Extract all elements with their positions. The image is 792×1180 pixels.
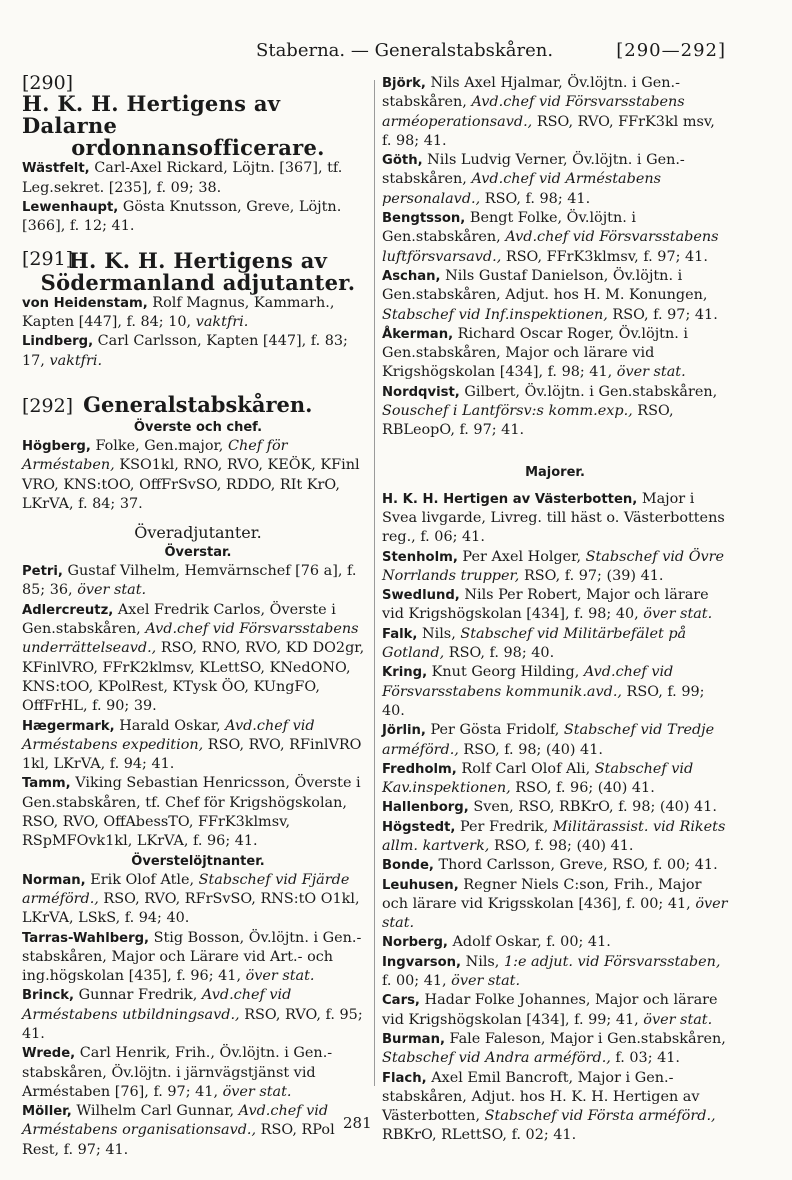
entry-italic: över stat.: [616, 364, 686, 381]
entry-name: Nordqvist,: [382, 384, 460, 400]
entry-text: Wilhelm Carl Gunnar,: [71, 1103, 239, 1120]
list-item: [22, 332, 374, 371]
entry-text: RSO, f. 98; (40) 41.: [489, 837, 634, 854]
entry-text: Nils Gustaf Danielson, Öv.löjtn. i Gen.stabskåren, Adjut. hos H. M. Konungen,: [382, 267, 708, 304]
entry-text: Nils,: [417, 625, 461, 642]
entry-text: RSO, RPol Rest, f. 97; 41.: [22, 1122, 335, 1158]
entry-name: Adlercreutz,: [22, 602, 114, 618]
entry-name: Möller,: [22, 1104, 72, 1120]
entry-text: RSO, f. 97; 41.: [607, 306, 718, 323]
entry-text: Gösta Knutsson, Greve, Löjtn. [366], f. 12; 41.: [22, 198, 342, 235]
entry-text: Carl Carlsson, Kapten [447], f. 83; 17,: [22, 333, 348, 369]
entry-italic: Chef för Arméstaben,: [22, 437, 288, 474]
list-item: [382, 760, 728, 799]
entry-text: Carl-Axel Rickard, Löjtn. [367], tf. Leg.sekret. [235], f. 09; 38.: [22, 160, 343, 196]
entry-italic: Avd.chef vid Försvarsstabens underrättelseavd.,: [22, 621, 359, 657]
entry-text: Rolf Magnus, Kammarh., Kapten [447], f. 84; 10,: [22, 294, 335, 331]
entry-name: Kring,: [382, 665, 428, 681]
entry-text: Per Gösta Fridolf,: [425, 722, 564, 739]
entry-text: Sven, RSO, RBKrO, f. 98; (40) 41.: [468, 799, 717, 816]
list-item: [22, 437, 374, 514]
section-range: [290—292]: [616, 40, 726, 61]
entry-name: Jörlin,: [382, 723, 426, 739]
entry-text: RSO, FFrK3klmsv, f. 97; 41.: [501, 248, 708, 265]
entry-text: Gilbert, Öv.löjtn. i Gen.stabskåren,: [459, 383, 718, 400]
list-item: [382, 325, 728, 383]
entry-italic: Stabschef vid Övre Norrlands trupper,: [382, 548, 725, 584]
entry-name: Hægermark,: [22, 718, 115, 734]
entry-italic: 1:e adjut. vid Försvarsstaben,: [503, 953, 721, 970]
entry-text: Richard Oscar Roger, Öv.löjtn. i Gen.stabskåren, Major och lärare vid Krigshögskolan [434], f. 98; 41,: [382, 325, 688, 381]
entry-text: Fale Faleson, Major i Gen.stabskåren,: [444, 1030, 726, 1047]
entry-text: Nils,: [461, 953, 504, 970]
entry-text: RSO, f. 98; 41.: [480, 190, 591, 207]
list-item: [382, 1069, 728, 1146]
entry-italic: över stat.: [222, 1083, 292, 1100]
list-item: [382, 856, 728, 875]
entry-name: Hallenborg,: [382, 800, 469, 816]
entry-name: Brinck,: [22, 988, 75, 1004]
list-item: [382, 209, 728, 267]
list-item: [22, 294, 374, 333]
list-item: [22, 1102, 374, 1160]
subheading: Överste och chef.: [133, 419, 263, 435]
entry-name: Björk,: [382, 76, 426, 91]
entry-name: Tarras-Wahlberg,: [22, 930, 150, 946]
subheading: Majorer.: [525, 464, 585, 480]
list-item: [382, 151, 728, 209]
entry-italic: över stat.: [245, 968, 315, 985]
entry-italic: Stabschef vid Inf.inspektionen,: [382, 306, 608, 323]
entry-text: Gunnar Fredrik,: [74, 987, 202, 1004]
entry-text: Nils Per Robert, Major och lärare vid Krigshögskolan [434], f. 98; 40,: [382, 587, 709, 623]
list-item: [382, 991, 728, 1030]
entry-text: Per Fredrik,: [455, 818, 553, 835]
list-item: [22, 986, 374, 1044]
section-number: [291]: [22, 248, 74, 271]
entry-italic: Stabschef vid Kav.inspektionen,: [382, 760, 694, 797]
entry-text: Per Axel Holger,: [457, 548, 586, 565]
list-item: [382, 625, 728, 664]
entry-name: Lindberg,: [22, 334, 94, 350]
list-item: [382, 663, 728, 721]
entry-text: KSO1kl, RNO, RVO, KEÖK, KFinl VRO, KNS:tOO, OffFrSvSO, RDDO, RIt KrO, LKrVA, f. 84; 37.: [22, 457, 360, 512]
list-item: [382, 490, 728, 548]
list-item: [382, 586, 728, 625]
entry-italic: Souschef i Lantförsv:s komm.exp.,: [382, 403, 633, 420]
entry-italic: Stabschef vid Fjärde arméförd.,: [22, 871, 350, 907]
entry-text: RBKrO, RLettSO, f. 02; 41.: [382, 1127, 577, 1144]
entry-text: Gustaf Vilhelm, Hemvärnschef [76 a], f. 85; 36,: [22, 563, 357, 599]
entry-name: Bengtsson,: [382, 211, 466, 227]
entry-name: Åkerman,: [382, 326, 454, 342]
entry-italic: Avd.chef vid Försvarsstabens kommunik.avd.,: [382, 664, 674, 700]
entry-text: RSO, RVO, RFrSvSO, RNS:tO O1kl, LKrVA, LSkS, f. 94; 40.: [22, 890, 360, 927]
list-item: [22, 601, 374, 717]
left-column: [22, 74, 374, 1160]
entry-italic: över stat.: [382, 895, 728, 932]
list-item: [382, 383, 728, 441]
entry-name: Göth,: [382, 153, 423, 169]
entry-text: RSO, f. 96; (40) 41.: [510, 780, 655, 797]
page-header: [0, 40, 792, 66]
section-title: H. K. H. Hertigens av: [68, 247, 328, 273]
entry-text: Stig Bosson, Öv.löjtn. i Gen.-stabskåren, Major och Lärare vid Art.- och ing.högskolan [435], f. 96; 41,: [22, 929, 362, 985]
entry-text: Rolf Carl Olof Ali,: [456, 760, 595, 777]
entry-text: RSO, RNO, RVO, KD DO2gr, KFinlVRO, FFrK2klmsv, KLettSO, KNedONO, KNS:tOO, KPolRest, KTysk ÖO, KUngFO, OffFrHL, f. 90; 39.: [22, 640, 365, 715]
entry-name: Cars,: [382, 993, 420, 1009]
entry-italic: Avd.chef vid Arméstabens personalavd.,: [382, 171, 662, 207]
list-item: [382, 933, 728, 952]
entry-text: f. 03; 41.: [610, 1050, 680, 1067]
entry-italic: Avd.chef vid Arméstabens utbildningsavd.,: [22, 987, 292, 1023]
entry-name: Tamm,: [22, 776, 71, 792]
subheading: Överstar.: [164, 545, 232, 561]
running-title: Staberna. — Generalstabskåren.: [256, 40, 554, 61]
list-item: [382, 876, 728, 934]
section-number: [290]: [22, 72, 74, 94]
entry-name: Norman,: [22, 872, 86, 888]
entry-text: RSO, RVO, RFinlVRO 1kl, LKrVA, f. 94; 41.: [22, 736, 362, 773]
entry-text: Major i Svea livgarde, Livreg. till häst o. Västerbottens reg., f. 06; 41.: [382, 490, 725, 546]
entry-name: H. K. H. Hertigen av Västerbotten,: [382, 491, 638, 507]
entry-italic: Militärassist. vid Rikets allm. kartverk,: [382, 818, 726, 854]
entry-text: Hadar Folke Johannes, Major och lärare vid Krigshögskolan [434], f. 99; 41,: [382, 992, 718, 1028]
entry-text: Adolf Oskar, f. 00; 41.: [447, 934, 611, 951]
entry-name: Swedlund,: [382, 588, 460, 604]
entry-text: Axel Emil Bancroft, Major i Gen.-stabskåren, Adjut. hos H. K. H. Hertigen av Västerbotten,: [382, 1069, 700, 1125]
entry-name: von Heidenstam,: [22, 295, 148, 311]
entry-text: Thord Carlsson, Greve, RSO, f. 00; 41.: [433, 857, 718, 874]
entry-text: f. 00; 41,: [382, 973, 452, 990]
list-item: [382, 267, 728, 325]
list-item: [382, 798, 728, 817]
entry-name: Aschan,: [382, 268, 441, 284]
list-item: [382, 548, 728, 587]
entry-text: RSO, RBLeopO, f. 97; 41.: [382, 403, 674, 439]
list-item: [22, 871, 374, 929]
entry-italic: vaktfri.: [49, 352, 103, 369]
entry-name: Flach,: [382, 1070, 427, 1086]
entry-italic: Avd.chef vid Arméstabens expedition,: [22, 717, 315, 753]
entry-name: Falk,: [382, 626, 418, 642]
entry-text: RSO, f. 98; 40.: [444, 645, 555, 662]
entry-name: Högberg,: [22, 438, 91, 454]
entry-text: RSO, f. 98; (40) 41.: [458, 741, 603, 758]
entry-italic: Stabschef vid Andra arméförd.,: [382, 1050, 611, 1067]
entry-name: Stenholm,: [382, 549, 458, 565]
entry-text: RSO, f. 97; (39) 41.: [519, 567, 664, 584]
entry-italic: Avd.chef vid Försvarsstabens arméoperationsavd.,: [382, 94, 685, 130]
entry-name: Bonde,: [382, 858, 434, 874]
entry-name: Norberg,: [382, 935, 448, 951]
entry-text: Carl Henrik, Frih., Öv.löjtn. i Gen.-stabskåren, Öv.löjtn. i järnvägstjänst vid Arméstaben [76], f. 97; 41,: [22, 1045, 333, 1100]
entry-name: Lewenhaupt,: [22, 199, 119, 215]
entry-text: RSO, f. 99; 40.: [382, 683, 705, 719]
entry-text: RSO, RVO, f. 95; 41.: [22, 1006, 363, 1042]
entry-text: Nils Axel Hjalmar, Öv.löjtn. i Gen.-stabskåren,: [382, 75, 680, 111]
entry-italic: Stabschef vid Militärbefälet på Gotland,: [382, 625, 687, 662]
entry-name: Högstedt,: [382, 819, 456, 835]
section-title: Södermanland adjutanter.: [40, 269, 356, 295]
list-item: [22, 198, 374, 237]
entry-italic: vaktfri.: [195, 314, 249, 331]
entry-text: Knut Georg Hilding,: [427, 664, 584, 681]
entry-italic: Avd.chef vid Försvarsstabens luftförsvarsavd.,: [382, 229, 719, 265]
entry-name: Wästfelt,: [22, 161, 90, 177]
entry-text: Regner Niels C:son, Frih., Major och lärare vid Krigsskolan [436], f. 00; 41,: [382, 876, 702, 912]
column-divider: [374, 80, 375, 1086]
section-title: ordonnansofficerare.: [71, 135, 325, 161]
section-title: Generalstabskåren.: [83, 391, 313, 417]
entry-name: Petri,: [22, 564, 63, 580]
entry-name: Wrede,: [22, 1046, 76, 1062]
entry-italic: över stat.: [77, 582, 147, 599]
entry-italic: Avd.chef vid Arméstabens organisationsavd.,: [22, 1103, 329, 1139]
subheading: Överadjutanter.: [134, 523, 262, 543]
entry-text: Bengt Folke, Öv.löjtn. i Gen.stabskåren,: [382, 210, 636, 246]
entry-name: Leuhusen,: [382, 877, 459, 893]
list-item: [22, 1044, 374, 1102]
entry-italic: Stabschef vid Tredje arméförd.,: [382, 722, 715, 758]
list-item: [382, 74, 728, 151]
list-item: [382, 953, 728, 992]
entry-text: Harald Oskar,: [114, 717, 226, 734]
page-number: 281: [343, 1114, 372, 1132]
list-item: [22, 562, 374, 601]
entry-text: Nils Ludvig Verner, Öv.löjtn. i Gen.-stabskåren,: [382, 152, 685, 188]
entry-italic: över stat.: [643, 1011, 713, 1028]
section-number: [292]: [22, 394, 74, 417]
list-item: [22, 929, 374, 987]
list-item: [22, 774, 374, 851]
right-column: [382, 74, 728, 1146]
entry-text: Erik Olof Atle,: [85, 871, 199, 888]
list-item: [22, 717, 374, 775]
list-item: [382, 1030, 728, 1069]
section-title: H. K. H. Hertigens av Dalarne: [22, 91, 281, 139]
list-item: [382, 721, 728, 760]
entry-text: Axel Fredrik Carlos, Överste i Gen.stabskåren,: [22, 601, 336, 638]
entry-text: RSO, RVO, FFrK3kl msv, f. 98; 41.: [382, 113, 715, 149]
subheading: Överstelöjtnanter.: [131, 853, 265, 869]
list-item: [22, 159, 374, 198]
section-heading: [22, 393, 374, 418]
entry-italic: över stat.: [451, 973, 521, 990]
entry-name: Ingvarson,: [382, 954, 462, 970]
entry-name: Fredholm,: [382, 761, 457, 777]
entry-text: Folke, Gen.major,: [90, 437, 228, 454]
entry-name: Burman,: [382, 1031, 445, 1047]
entry-text: Viking Sebastian Henricsson, Överste i Gen.stabskåren, tf. Chef för Krigshögskolan, RSO, RVO, OffAbessTO, FFrK3klmsv, RSpMFOvk1kl, LKrVA, f. 96; 41.: [22, 775, 361, 850]
list-item: [382, 818, 728, 857]
entry-italic: över stat.: [643, 606, 713, 623]
entry-italic: Stabschef vid Första arméförd.,: [484, 1108, 716, 1125]
